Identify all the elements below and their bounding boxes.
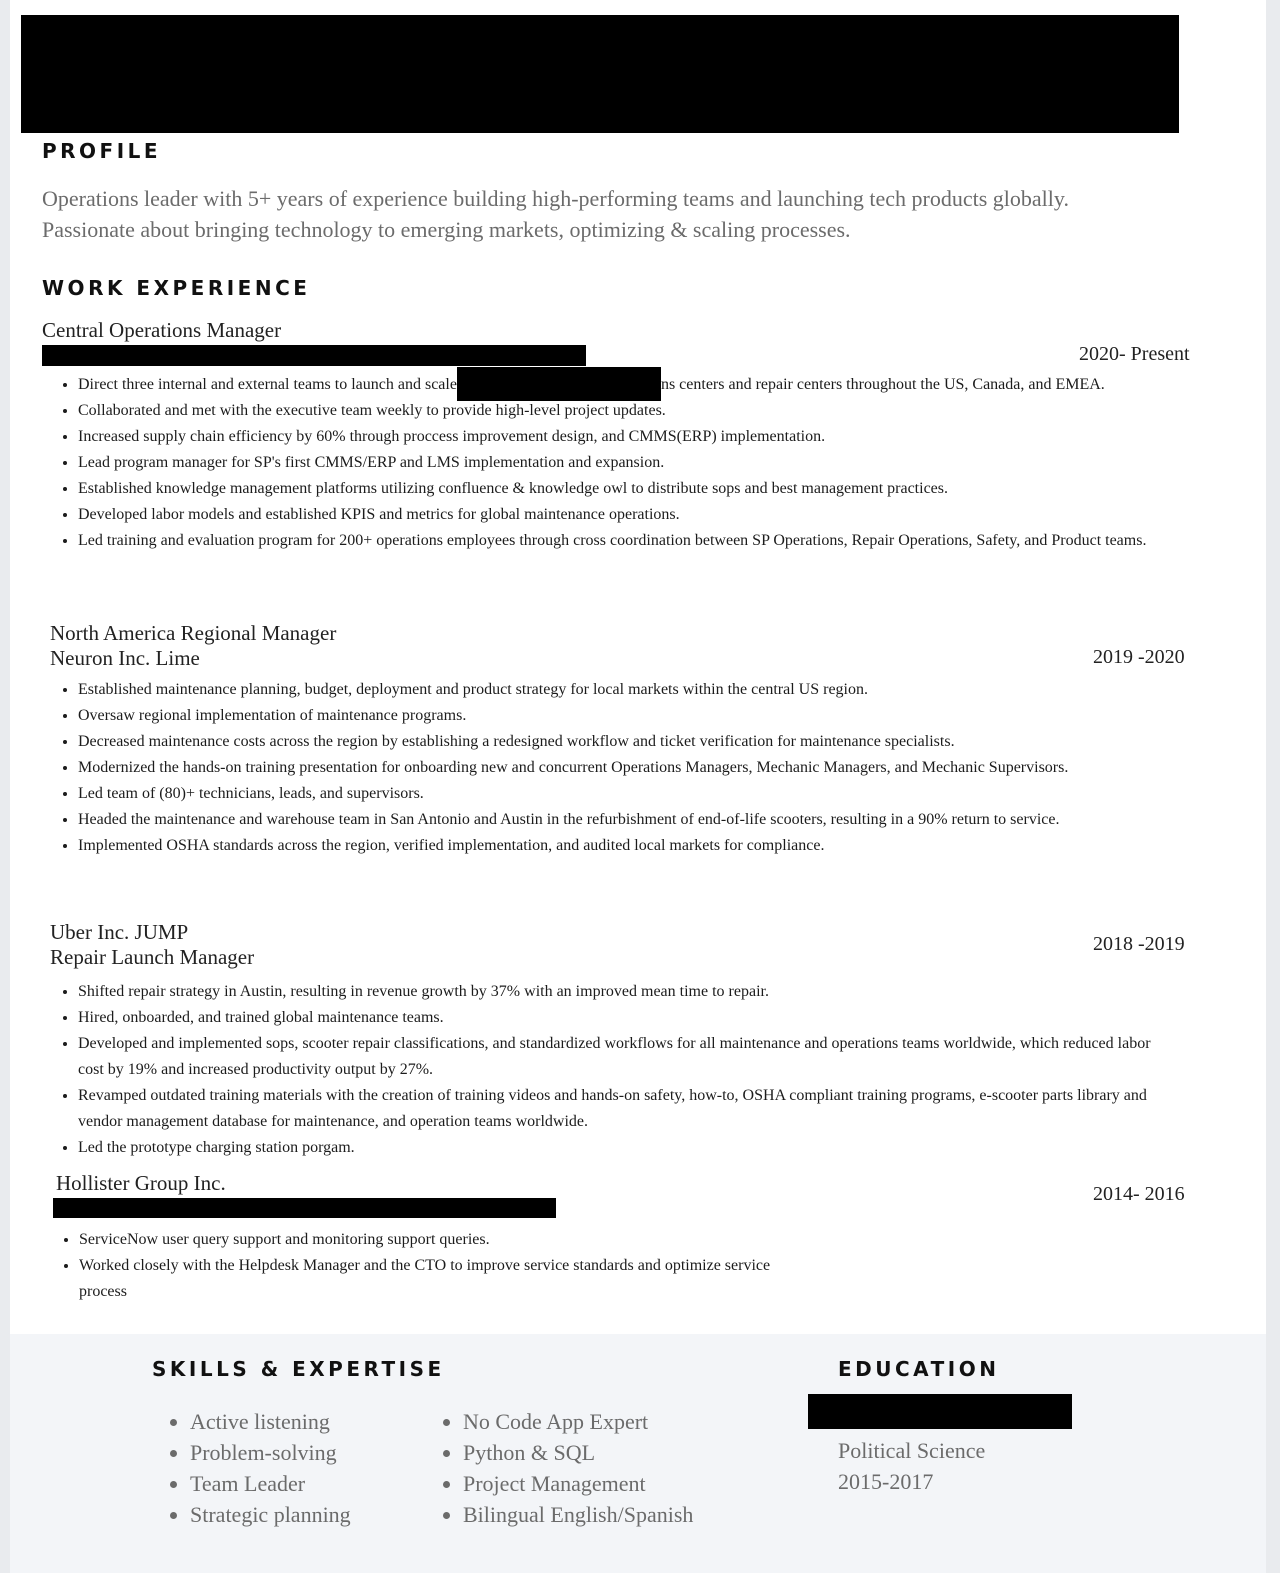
list-item: • ServiceNow user query support and monitoring support queries. <box>79 1227 779 1253</box>
list-item: • Problem-solving <box>190 1437 351 1468</box>
list-item: • Hired, onboarded, and trained global maintenance teams. <box>78 1005 1178 1031</box>
redacted-school-name <box>808 1394 1072 1429</box>
job-title: North America Regional Manager <box>50 621 337 645</box>
list-item: • Developed and implemented sops, scooter repair classifications, and standardized workflows for all maintenance and operations teams worldwide, which reduced labor cost by 19% and increased productivity output by 27%. <box>78 1031 1178 1083</box>
list-item: • Shifted repair strategy in Austin, resulting in revenue growth by 37% with an improved mean time to repair. <box>78 979 1178 1005</box>
list-item: • Bilingual English/Spanish <box>463 1499 693 1530</box>
list-item: • Led training and evaluation program for 200+ operations employees through cross coordination between SP Operations, Repair Operations, Safety, and Product teams. <box>78 528 1198 554</box>
education-heading: EDUCATION <box>838 1357 1000 1381</box>
list-item: • Revamped outdated training materials with the creation of training videos and hands-on safety, how-to, OSHA compliant training programs, e-scooter parts library and vendor management database for maintenance, and operation teams worldwide. <box>78 1083 1178 1135</box>
list-item: • Oversaw regional implementation of maintenance programs. <box>78 703 1198 729</box>
job-company: Hollister Group Inc. <box>56 1171 226 1195</box>
job-company: Uber Inc. JUMP <box>50 920 189 944</box>
list-item: • Strategic planning <box>190 1499 351 1530</box>
job-title: Central Operations Manager <box>42 318 282 342</box>
skills-education-section <box>10 1334 1266 1573</box>
list-item: • Developed labor models and established KPIS and metrics for global maintenance operations. <box>78 502 1198 528</box>
list-item: • Led the prototype charging station porgam. <box>78 1135 1178 1161</box>
resume-page <box>10 0 1266 1573</box>
job-bullets <box>42 372 1198 554</box>
list-item: • Decreased maintenance costs across the region by establishing a redesigned workflow and ticket verification for maintenance specialists. <box>78 729 1198 755</box>
list-item: • Led team of (80)+ technicians, leads, and supervisors. <box>78 781 1198 807</box>
list-item: • Increased supply chain efficiency by 60% through proccess improvement design, and CMMS(ERP) implementation. <box>78 424 1198 450</box>
list-item: • Modernized the hands-on training presentation for onboarding new and concurrent Operations Managers, Mechanic Managers, and Mechanic Supervisors. <box>78 755 1198 781</box>
list-item: • Project Management <box>463 1468 693 1499</box>
redacted-company <box>42 345 586 366</box>
education-field: Political Science <box>838 1438 986 1463</box>
list-item: • Headed the maintenance and warehouse team in San Antonio and Austin in the refurbishment of end-of-life scooters, resulting in a 90% return to service. <box>78 807 1198 833</box>
job-bullets <box>42 979 1178 1161</box>
skills-list-column-1 <box>164 1406 351 1530</box>
list-item: • Team Leader <box>190 1468 351 1499</box>
list-item: • Established knowledge management platforms utilizing confluence & knowledge owl to distribute sops and best management practices. <box>78 476 1198 502</box>
redacted-inline-text <box>457 367 661 401</box>
profile-heading: PROFILE <box>42 139 162 163</box>
list-item: • Lead program manager for SP's first CMMS/ERP and LMS implementation and expansion. <box>78 450 1198 476</box>
redacted-job-title <box>53 1198 556 1218</box>
list-item: • Collaborated and met with the executive team weekly to provide high-level project updates. <box>78 398 1198 424</box>
job-dates: 2019 -2020 <box>1093 646 1185 668</box>
profile-text: Operations leader with 5+ years of experience building high-performing teams and launching tech products globally. Passionate about bringing technology to emerging markets, optimizing & scaling processes. <box>42 186 1069 242</box>
list-item: • Established maintenance planning, budget, deployment and product strategy for local markets within the central US region. <box>78 677 1198 703</box>
work-experience-heading: WORK EXPERIENCE <box>42 276 311 300</box>
list-item: • Implemented OSHA standards across the region, verified implementation, and audited local markets for compliance. <box>78 833 1198 859</box>
list-item: • Direct three internal and external teams to launch and scale ns centers and repair centers throughout the US, Canada, and EMEA. <box>78 372 1198 398</box>
job-dates: 2020- Present <box>1079 343 1190 365</box>
list-item: • Worked closely with the Helpdesk Manager and the CTO to improve service standards and optimize service process <box>79 1253 779 1305</box>
job-bullets <box>43 1227 779 1305</box>
redacted-header-block <box>21 15 1179 133</box>
list-item: • Active listening <box>190 1406 351 1437</box>
job-bullets <box>42 677 1198 859</box>
education-years: 2015-2017 <box>838 1469 934 1494</box>
job-company: Neuron Inc. Lime <box>50 646 200 670</box>
job-dates: 2014- 2016 <box>1093 1183 1185 1205</box>
skills-list-column-2 <box>437 1406 693 1530</box>
skills-heading: SKILLS & EXPERTISE <box>152 1357 445 1381</box>
list-item: • Python & SQL <box>463 1437 693 1468</box>
job-dates: 2018 -2019 <box>1093 933 1185 955</box>
list-item: • No Code App Expert <box>463 1406 693 1437</box>
job-title: Repair Launch Manager <box>50 945 255 969</box>
